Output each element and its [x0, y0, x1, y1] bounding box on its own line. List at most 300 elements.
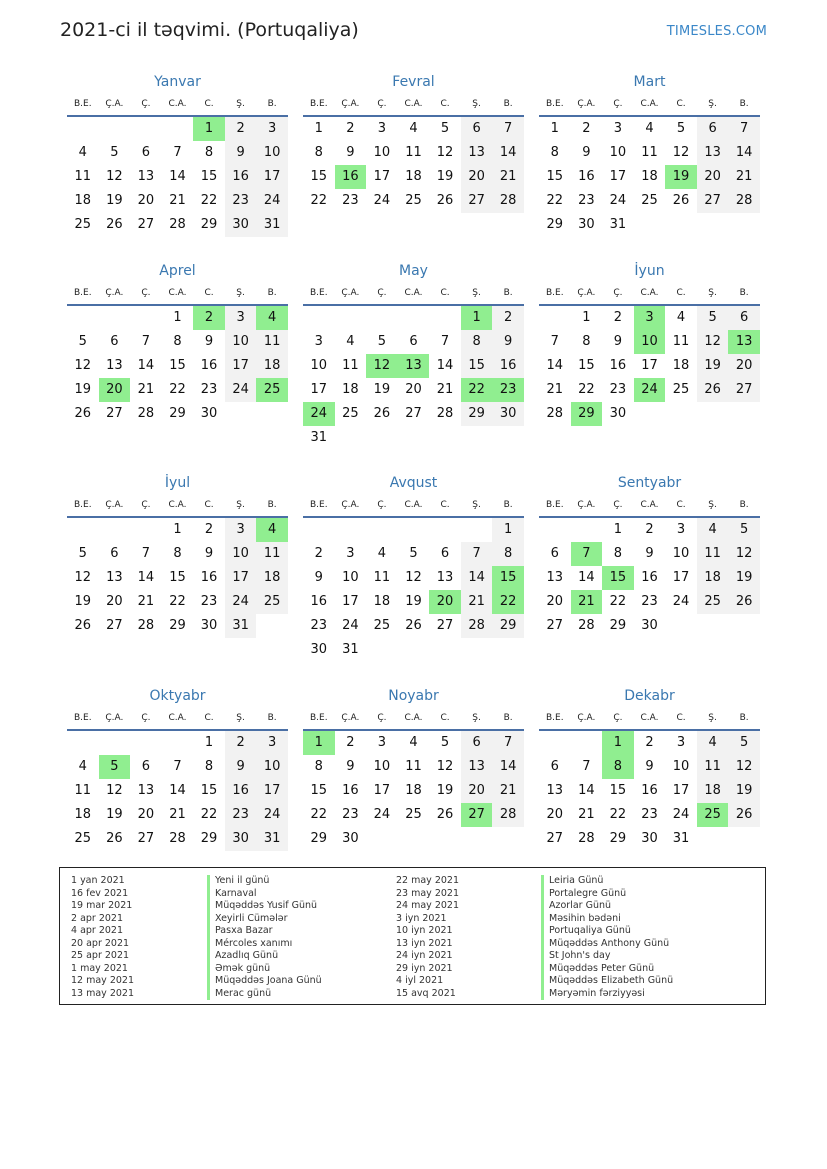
weekday-label: Ç.	[141, 99, 151, 109]
day-cell: 3	[676, 522, 686, 537]
day-cell: 12	[74, 570, 92, 585]
weekday-label: C.A.	[168, 500, 187, 510]
holiday-day-cell: 1	[602, 731, 634, 755]
day-cell: 10	[373, 759, 391, 774]
day-cell: 14	[492, 141, 524, 165]
weekday-label: C.A.	[640, 500, 659, 510]
legend-holiday-name: Müqəddəs Anthony Günü	[541, 938, 673, 951]
day-cell: 20	[461, 165, 493, 189]
day-cell: 15	[200, 783, 218, 798]
empty-cell	[67, 731, 99, 755]
day-cell: 8	[492, 542, 524, 566]
day-cell: 28	[578, 618, 595, 633]
day-cell: 21	[461, 590, 493, 614]
holiday-day-cell: 13	[728, 330, 760, 354]
day-cell: 1	[204, 735, 214, 750]
legend-holiday-name: Pasxa Bazar	[207, 925, 322, 938]
day-cell: 28	[169, 217, 186, 232]
day-cell: 14	[728, 141, 760, 165]
day-cell: 8	[550, 145, 559, 160]
day-cell: 17	[342, 594, 359, 609]
weekday-label: C.A.	[404, 99, 423, 109]
empty-cell	[303, 306, 335, 330]
day-cell: 15	[200, 169, 218, 184]
day-cell: 14	[436, 358, 454, 373]
weekday-label: C.A.	[640, 713, 659, 723]
day-cell: 3	[225, 306, 257, 330]
weekday-label: B.E.	[309, 500, 328, 510]
empty-cell	[303, 518, 335, 542]
holiday-day-cell: 29	[571, 402, 603, 426]
day-cell: 17	[641, 358, 658, 373]
legend-holiday-name: Müqəddəs Peter Günü	[541, 963, 673, 976]
month-name: Avqust	[389, 475, 438, 491]
day-cell: 25	[256, 590, 288, 614]
weekday-label: C.	[204, 500, 214, 510]
day-cell: 2	[645, 735, 654, 750]
day-cell: 31	[225, 614, 257, 638]
weekday-label: C.A.	[404, 500, 423, 510]
day-cell: 24	[342, 618, 359, 633]
month-4	[67, 260, 288, 426]
day-cell: 20	[546, 807, 564, 822]
day-cell: 2	[346, 735, 355, 750]
day-cell: 22	[169, 382, 186, 397]
day-cell: 4	[409, 735, 418, 750]
day-cell: 8	[314, 759, 323, 774]
day-cell: 13	[137, 783, 155, 798]
day-cell: 11	[74, 783, 92, 798]
legend-names-left	[207, 875, 322, 1000]
weekday-label: B.E.	[545, 713, 564, 723]
day-cell: 5	[728, 731, 760, 755]
day-cell: 11	[256, 330, 288, 354]
day-cell: 28	[578, 831, 595, 846]
empty-cell	[130, 117, 162, 141]
day-cell: 4	[78, 759, 87, 774]
day-cell: 9	[204, 546, 214, 561]
day-cell: 19	[436, 783, 454, 798]
day-cell: 31	[342, 642, 359, 657]
legend-date: 13 iyn 2021	[396, 937, 453, 949]
day-cell: 7	[141, 334, 151, 349]
month-name: Oktyabr	[149, 688, 206, 704]
weekday-label: C.A.	[168, 288, 187, 298]
empty-cell	[162, 117, 194, 141]
day-cell: 5	[78, 546, 87, 561]
day-cell: 21	[436, 382, 454, 397]
holiday-day-cell: 4	[256, 306, 288, 330]
day-cell: 25	[405, 807, 422, 822]
day-cell: 9	[613, 334, 623, 349]
day-cell: 9	[582, 145, 591, 160]
day-cell: 10	[225, 330, 257, 354]
day-cell: 11	[697, 755, 729, 779]
day-cell: 24	[672, 594, 690, 609]
legend-holiday-name: Azorlar Günü	[541, 900, 673, 913]
day-cell: 28	[169, 831, 186, 846]
day-cell: 30	[492, 402, 524, 426]
empty-cell	[461, 518, 493, 542]
holiday-legend	[59, 867, 766, 1005]
day-cell: 22	[546, 193, 564, 208]
weekday-label: Ç.	[141, 713, 151, 723]
month-name: Mart	[633, 74, 666, 90]
day-cell: 22	[200, 193, 218, 208]
day-cell: 18	[641, 169, 658, 184]
day-cell: 13	[106, 358, 123, 373]
day-cell: 1	[613, 522, 623, 537]
day-cell: 18	[697, 566, 729, 590]
day-cell: 27	[461, 189, 493, 213]
day-cell: 13	[137, 169, 155, 184]
day-cell: 10	[373, 145, 391, 160]
day-cell: 23	[342, 807, 359, 822]
day-cell: 29	[546, 217, 564, 232]
day-cell: 26	[106, 831, 123, 846]
holiday-day-cell: 7	[571, 542, 603, 566]
day-cell: 16	[310, 594, 328, 609]
legend-date: 20 apr 2021	[71, 937, 130, 949]
day-cell: 16	[225, 165, 257, 189]
empty-cell	[366, 306, 398, 330]
day-cell: 10	[672, 546, 690, 561]
month-name: May	[399, 263, 428, 279]
legend-holiday-name: Merac günü	[207, 988, 322, 1001]
weekday-header	[539, 707, 760, 731]
day-grid	[67, 117, 288, 237]
weekday-header	[67, 282, 288, 306]
legend-holiday-name: Portalegre Günü	[541, 888, 673, 901]
day-cell: 29	[169, 618, 186, 633]
month-11	[303, 685, 524, 851]
day-cell: 19	[697, 354, 729, 378]
day-grid	[303, 306, 524, 450]
weekday-label: C.	[440, 288, 450, 298]
day-cell: 7	[492, 731, 524, 755]
legend-holiday-name: Xeyirli Cümələr	[207, 913, 322, 926]
day-cell: 24	[225, 378, 257, 402]
weekday-label: Ç.A.	[105, 99, 124, 109]
weekday-label: Ş.	[236, 500, 245, 510]
day-cell: 28	[492, 803, 524, 827]
holiday-day-cell: 10	[634, 330, 666, 354]
holiday-day-cell: 16	[335, 165, 367, 189]
day-cell: 14	[578, 783, 595, 798]
day-cell: 6	[550, 546, 559, 561]
weekday-header	[67, 93, 288, 117]
day-cell: 30	[310, 642, 328, 657]
legend-date: 4 iyl 2021	[396, 975, 444, 986]
month-9	[539, 472, 760, 638]
weekday-label: Ş.	[236, 713, 245, 723]
day-cell: 4	[645, 121, 654, 136]
day-cell: 26	[728, 590, 760, 614]
day-cell: 14	[461, 566, 493, 590]
day-cell: 12	[672, 145, 690, 160]
day-cell: 5	[440, 121, 450, 136]
day-cell: 22	[609, 807, 627, 822]
day-cell: 5	[377, 334, 387, 349]
empty-cell	[99, 117, 131, 141]
day-cell: 7	[141, 546, 151, 561]
holiday-day-cell: 13	[398, 354, 430, 378]
day-cell: 26	[106, 217, 123, 232]
day-cell: 14	[137, 570, 155, 585]
day-cell: 23	[310, 618, 328, 633]
day-cell: 26	[405, 618, 422, 633]
day-cell: 15	[546, 169, 564, 184]
day-cell: 18	[373, 594, 391, 609]
empty-cell	[335, 518, 367, 542]
weekday-header	[539, 282, 760, 306]
day-cell: 29	[310, 831, 328, 846]
day-cell: 21	[728, 165, 760, 189]
day-cell: 5	[110, 145, 119, 160]
weekday-label: C.	[676, 713, 686, 723]
day-cell: 20	[546, 594, 564, 609]
empty-cell	[130, 518, 162, 542]
weekday-label: C.A.	[640, 288, 659, 298]
weekday-label: Ç.A.	[105, 288, 124, 298]
day-cell: 16	[492, 354, 524, 378]
day-cell: 13	[106, 570, 123, 585]
day-cell: 30	[609, 406, 627, 421]
weekday-label: B.E.	[309, 288, 328, 298]
day-cell: 30	[578, 217, 595, 232]
holiday-day-cell: 15	[492, 566, 524, 590]
legend-names-right	[541, 875, 673, 1000]
day-cell: 17	[310, 382, 328, 397]
day-cell: 29	[609, 618, 627, 633]
day-cell: 16	[609, 358, 627, 373]
legend-holiday-name: Müqəddəs Elizabeth Günü	[541, 975, 673, 988]
weekday-label: C.A.	[640, 99, 659, 109]
legend-date: 10 iyn 2021	[396, 925, 453, 936]
day-cell: 4	[78, 145, 87, 160]
weekday-label: Ç.	[377, 99, 387, 109]
day-cell: 7	[173, 145, 182, 160]
day-cell: 26	[373, 406, 391, 421]
day-cell: 28	[492, 189, 524, 213]
day-cell: 2	[346, 121, 355, 136]
weekday-header	[303, 494, 524, 518]
empty-cell	[539, 518, 571, 542]
day-cell: 18	[256, 566, 288, 590]
day-cell: 10	[342, 570, 359, 585]
legend-holiday-name: Mércoles xanımı	[207, 938, 322, 951]
day-cell: 7	[461, 542, 493, 566]
holiday-day-cell: 1	[461, 306, 493, 330]
weekday-label: Ç.A.	[105, 500, 124, 510]
day-cell: 29	[200, 831, 218, 846]
day-cell: 16	[200, 358, 218, 373]
day-cell: 4	[409, 121, 418, 136]
day-cell: 17	[609, 169, 627, 184]
holiday-day-cell: 20	[429, 590, 461, 614]
empty-cell	[67, 518, 99, 542]
day-cell: 25	[74, 831, 92, 846]
weekday-header	[303, 707, 524, 731]
legend-date: 24 iyn 2021	[396, 950, 453, 961]
empty-cell	[67, 306, 99, 330]
weekday-header	[67, 707, 288, 731]
day-cell: 11	[256, 542, 288, 566]
weekday-label: Ç.	[613, 500, 623, 510]
day-cell: 11	[672, 334, 690, 349]
day-cell: 4	[697, 731, 729, 755]
weekday-label: C.	[676, 500, 686, 510]
weekday-label: C.A.	[168, 713, 187, 723]
legend-holiday-name: Əmək günü	[207, 963, 322, 976]
day-cell: 21	[137, 382, 155, 397]
day-cell: 25	[405, 193, 422, 208]
day-cell: 19	[106, 193, 123, 208]
day-cell: 13	[697, 141, 729, 165]
month-name: Noyabr	[388, 688, 439, 704]
empty-cell	[130, 731, 162, 755]
day-cell: 8	[204, 145, 214, 160]
weekday-label: C.	[440, 99, 450, 109]
day-cell: 9	[346, 145, 355, 160]
weekday-label: Ş.	[472, 288, 481, 298]
day-cell: 13	[461, 141, 493, 165]
holiday-day-cell: 2	[193, 306, 225, 330]
empty-cell	[99, 306, 131, 330]
weekday-label: Ç.	[613, 288, 623, 298]
day-cell: 9	[225, 141, 257, 165]
day-cell: 27	[697, 189, 729, 213]
month-8	[303, 472, 524, 662]
day-cell: 29	[169, 406, 186, 421]
empty-cell	[67, 117, 99, 141]
day-cell: 9	[645, 759, 654, 774]
day-cell: 31	[609, 217, 627, 232]
holiday-day-cell: 19	[665, 165, 697, 189]
weekday-label: C.	[204, 99, 214, 109]
day-cell: 21	[137, 594, 155, 609]
weekday-label: B.E.	[73, 500, 92, 510]
day-cell: 4	[377, 546, 387, 561]
day-cell: 9	[346, 759, 355, 774]
day-grid	[303, 731, 524, 851]
day-cell: 3	[346, 546, 355, 561]
month-2	[303, 71, 524, 213]
brand-link[interactable]: TIMESLES.COM	[666, 24, 767, 39]
day-cell: 28	[461, 614, 493, 638]
legend-date: 15 avq 2021	[396, 987, 456, 999]
day-cell: 21	[492, 165, 524, 189]
weekday-header	[67, 494, 288, 518]
weekday-label: B.E.	[545, 500, 564, 510]
day-cell: 27	[137, 831, 155, 846]
day-cell: 4	[676, 310, 686, 325]
month-12	[539, 685, 760, 851]
day-cell: 2	[582, 121, 591, 136]
day-cell: 26	[728, 803, 760, 827]
day-cell: 29	[492, 614, 524, 638]
day-cell: 13	[546, 570, 564, 585]
weekday-label: Ş.	[708, 99, 717, 109]
day-cell: 12	[436, 759, 454, 774]
day-cell: 13	[461, 755, 493, 779]
day-cell: 30	[200, 406, 218, 421]
day-cell: 6	[110, 334, 119, 349]
day-cell: 25	[74, 217, 92, 232]
day-cell: 24	[609, 193, 627, 208]
day-cell: 1	[314, 121, 323, 136]
legend-date: 3 iyn 2021	[396, 912, 447, 924]
day-cell: 8	[461, 330, 493, 354]
day-cell: 2	[314, 546, 323, 561]
empty-cell	[99, 518, 131, 542]
day-grid	[303, 518, 524, 662]
weekday-label: B.	[503, 713, 513, 723]
day-cell: 27	[728, 378, 760, 402]
holiday-day-cell: 22	[461, 378, 493, 402]
day-cell: 24	[672, 807, 690, 822]
day-cell: 10	[609, 145, 627, 160]
weekday-label: Ş.	[236, 99, 245, 109]
day-cell: 6	[461, 731, 493, 755]
day-cell: 11	[373, 570, 391, 585]
weekday-label: Ç.A.	[577, 99, 596, 109]
day-cell: 6	[697, 117, 729, 141]
day-cell: 30	[225, 213, 257, 237]
day-cell: 16	[641, 783, 658, 798]
month-name: İyul	[164, 475, 191, 491]
weekday-label: B.E.	[309, 99, 328, 109]
weekday-label: C.	[676, 99, 686, 109]
day-cell: 4	[346, 334, 355, 349]
day-cell: 27	[546, 831, 564, 846]
month-3	[539, 71, 760, 237]
day-cell: 5	[676, 121, 686, 136]
day-cell: 12	[436, 145, 454, 160]
holiday-day-cell: 22	[492, 590, 524, 614]
holiday-day-cell: 5	[99, 755, 131, 779]
day-cell: 18	[256, 354, 288, 378]
day-cell: 23	[609, 382, 627, 397]
legend-date: 22 may 2021	[396, 875, 460, 886]
legend-dates-left	[71, 875, 134, 1000]
day-cell: 2	[613, 310, 623, 325]
day-cell: 5	[728, 518, 760, 542]
holiday-day-cell: 15	[602, 566, 634, 590]
page-title: 2021-ci il təqvimi. (Portuqaliya)	[60, 19, 359, 41]
day-cell: 18	[74, 193, 92, 208]
empty-cell	[539, 306, 571, 330]
day-cell: 6	[461, 117, 493, 141]
weekday-label: C.	[440, 500, 450, 510]
weekday-label: B.	[739, 713, 749, 723]
weekday-label: C.A.	[404, 288, 423, 298]
weekday-label: Ş.	[708, 288, 717, 298]
day-cell: 10	[310, 358, 328, 373]
day-grid	[539, 306, 760, 426]
day-cell: 18	[405, 783, 422, 798]
day-cell: 28	[137, 618, 155, 633]
day-cell: 9	[645, 546, 654, 561]
legend-holiday-name: Məsihin bədəni	[541, 913, 673, 926]
day-cell: 17	[225, 354, 257, 378]
weekday-label: B.	[503, 99, 513, 109]
empty-cell	[398, 306, 430, 330]
day-cell: 2	[225, 117, 257, 141]
legend-holiday-name: Portuqaliya Günü	[541, 925, 673, 938]
weekday-label: B.	[267, 713, 277, 723]
weekday-label: Ç.	[613, 713, 623, 723]
